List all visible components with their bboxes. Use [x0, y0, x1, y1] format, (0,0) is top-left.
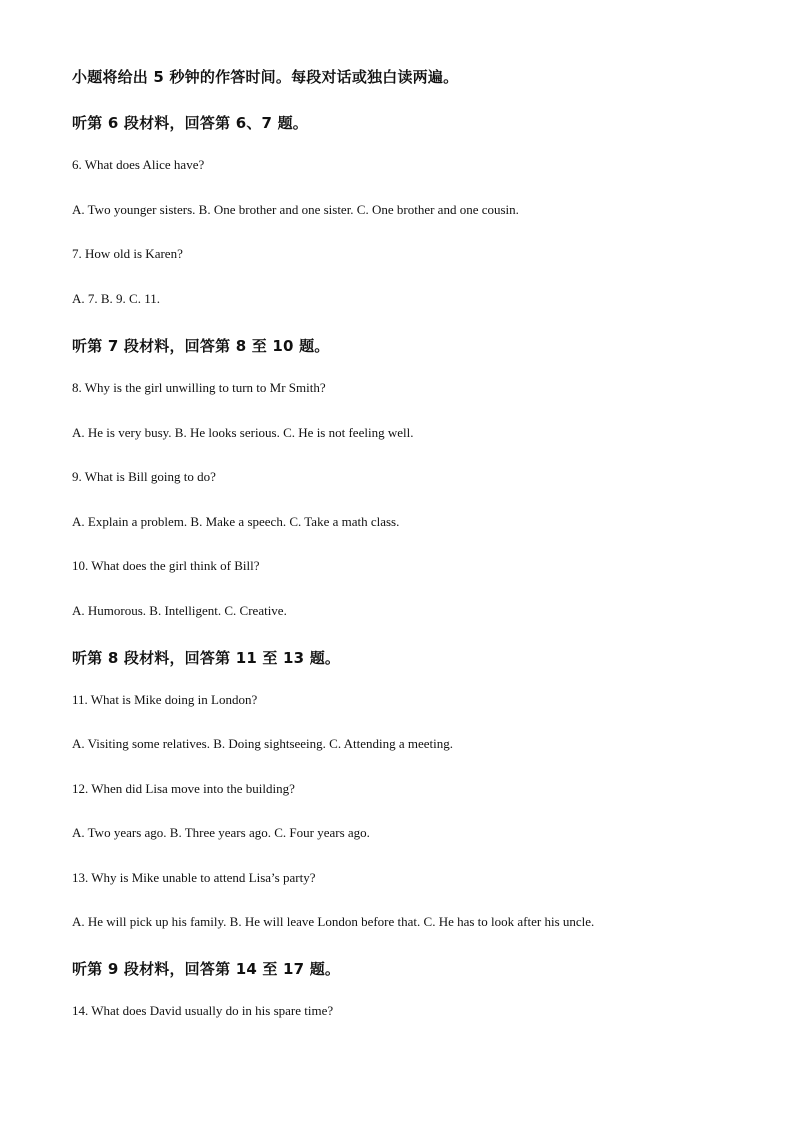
question-11: 11. What is Mike doing in London? [72, 692, 258, 707]
options-10: A. Humorous. B. Intelligent. C. Creative. [72, 603, 287, 618]
options-12: A. Two years ago. B. Three years ago. C. Four years ago. [72, 825, 370, 840]
question-9: 9. What is Bill going to do? [72, 469, 216, 484]
section-heading-6: 听第 6 段材料，回答第 6、7 题。 [72, 114, 309, 132]
question-13: 13. Why is Mike unable to attend Lisa’s party? [72, 870, 316, 885]
instruction-line: 小题将给出 5 秒钟的作答时间。每段对话或独白读两遍。 [72, 68, 459, 86]
question-8: 8. Why is the girl unwilling to turn to Mr Smith? [72, 380, 326, 395]
options-8: A. He is very busy. B. He looks serious. C. He is not feeling well. [72, 425, 414, 440]
section-heading-9: 听第 9 段材料，回答第 14 至 17 题。 [72, 960, 341, 978]
options-9: A. Explain a problem. B. Make a speech. C. Take a math class. [72, 514, 400, 529]
options-13: A. He will pick up his family. B. He will leave London before that. C. He has to look after his uncle. [72, 914, 595, 929]
question-6: 6. What does Alice have? [72, 157, 205, 172]
options-6: A. Two younger sisters. B. One brother and one sister. C. One brother and one cousin. [72, 202, 519, 217]
section-heading-8: 听第 8 段材料，回答第 11 至 13 题。 [72, 649, 341, 667]
question-10: 10. What does the girl think of Bill? [72, 558, 260, 573]
section-heading-7: 听第 7 段材料，回答第 8 至 10 题。 [72, 337, 330, 355]
options-7: A. 7. B. 9. C. 11. [72, 291, 160, 306]
question-7: 7. How old is Karen? [72, 246, 183, 261]
options-11: A. Visiting some relatives. B. Doing sightseeing. C. Attending a meeting. [72, 736, 453, 751]
question-14: 14. What does David usually do in his spare time? [72, 1003, 334, 1018]
question-12: 12. When did Lisa move into the building? [72, 781, 295, 796]
